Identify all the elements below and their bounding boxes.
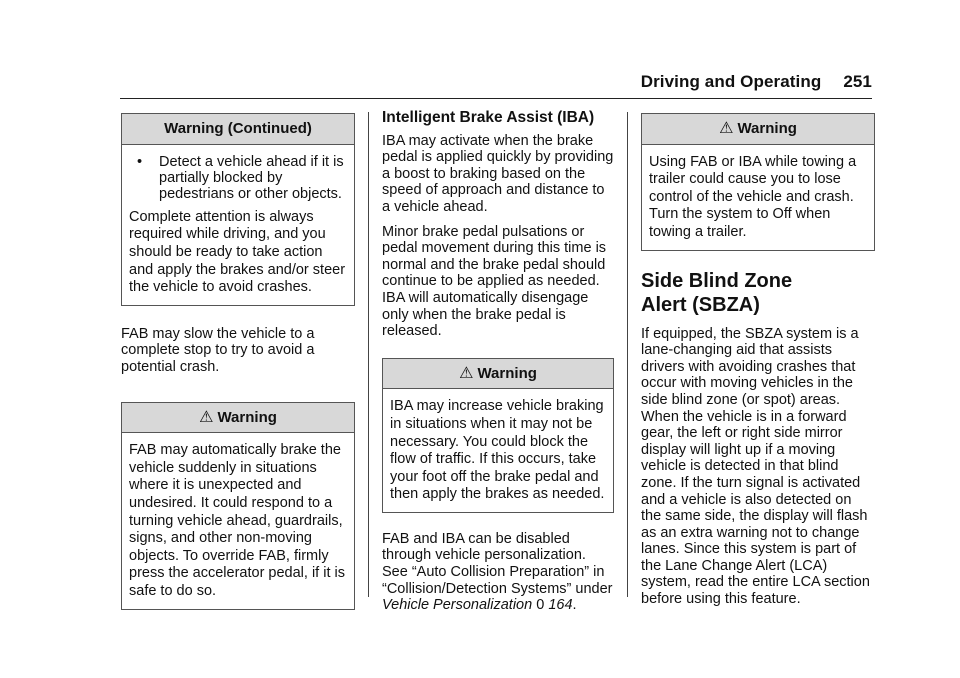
warning-continued-title: Warning (Continued) [122, 114, 354, 145]
warning-bullet-item [129, 154, 347, 203]
iba-warning-box [382, 358, 614, 513]
towing-warning-header [642, 114, 874, 145]
warning-continued-box [121, 113, 355, 306]
bullet-symbol: • [137, 153, 143, 170]
header-rule [120, 98, 872, 99]
page-number: 251 [843, 72, 872, 91]
sbza-paragraph: If equipped, the SBZA system is a lane-changing aid that assists drivers with avoiding crashes that occur with moving vehicles in the side blind zone (or spot) areas. When the vehicle is in a forward gear, the left or right side mirror display will light up if a moving vehicle is detected in that blind zone. If the turn signal is activated and a vehicle is also detected on the same side, the display will flash as an extra warning not to change lanes. Since this system is part of the Lane Change Alert (LCA) system, read the entire LCA section before using this feature. [641, 325, 870, 608]
iba-heading: Intelligent Brake Assist (IBA) [382, 109, 595, 126]
xref-page-number[interactable]: 164 [548, 597, 573, 614]
fab-warning-header [122, 403, 354, 434]
sbza-heading-line-2: Alert (SBZA) [641, 293, 760, 316]
fab-warning-box [121, 402, 355, 610]
iba-warning-header [383, 359, 613, 390]
sbza-heading [641, 269, 875, 317]
column-2 [382, 110, 614, 622]
fab-stop-paragraph: FAB may slow the vehicle to a complete stop to try to avoid a potential crash. [121, 325, 315, 375]
page-reference-icon: 0 [536, 597, 545, 614]
warning-triangle-icon: ⚠ [199, 408, 214, 426]
sbza-heading-line-1: Side Blind Zone [641, 269, 793, 292]
iba-warning-title: Warning [477, 364, 537, 382]
warning-triangle-icon: ⚠ [459, 364, 474, 382]
section-title: Driving and Operating [640, 72, 822, 91]
column-3 [641, 113, 875, 616]
disable-paragraph [382, 531, 614, 614]
fab-warning-title: Warning [217, 408, 277, 426]
warning-triangle-icon: ⚠ [719, 120, 734, 137]
xref-period: . [572, 597, 577, 614]
fab-warning-body: FAB may automatically brake the vehicle suddenly in situations where it is unexpected and undesired. It could respond to a turning vehicle ahead, guardrails, signs, and other non-moving objects. To override FAB, firmly press the accelerator pedal, if it is safe to do so. [129, 442, 345, 599]
column-divider-2 [627, 112, 628, 597]
towing-warning-title: Warning [737, 120, 797, 137]
column-1 [121, 113, 355, 610]
towing-warning-box [641, 113, 875, 251]
warning-continued-paragraph: Complete attention is always required while driving, and you should be ready to take action and apply the brakes and/or steer the vehicle to avoid crashes. [129, 208, 346, 296]
iba-paragraph-1: IBA may activate when the brake pedal is applied quickly by providing a boost to braking based on the speed of approach and distance to a vehicle ahead. [382, 132, 614, 215]
iba-warning-body: IBA may increase vehicle braking in situations when it may not be necessary. You could block the flow of traffic. If this occurs, take your foot off the brake pedal and then apply the brakes as needed. [390, 398, 605, 503]
page-header [641, 72, 872, 92]
iba-paragraph-2: Minor brake pedal pulsations or pedal movement during this time is normal and the brake pedal should continue to be applied as needed. IBA will automatically disengage only when the brake pedal is released. [382, 223, 607, 340]
towing-warning-body: Using FAB or IBA while towing a trailer could cause you to lose control of the vehicle and crash. Turn the system to Off when towing a trailer. [649, 153, 857, 240]
disable-text: FAB and IBA can be disabled through vehicle personalization. See “Auto Collision Preparation” in “Collision/Detection Systems” under [382, 530, 613, 597]
column-divider-1 [368, 112, 369, 597]
vehicle-personalization-link[interactable]: Vehicle Personalization [382, 597, 533, 614]
bullet-text: Detect a vehicle ahead if it is partially blocked by pedestrians or other objects. [159, 153, 344, 203]
